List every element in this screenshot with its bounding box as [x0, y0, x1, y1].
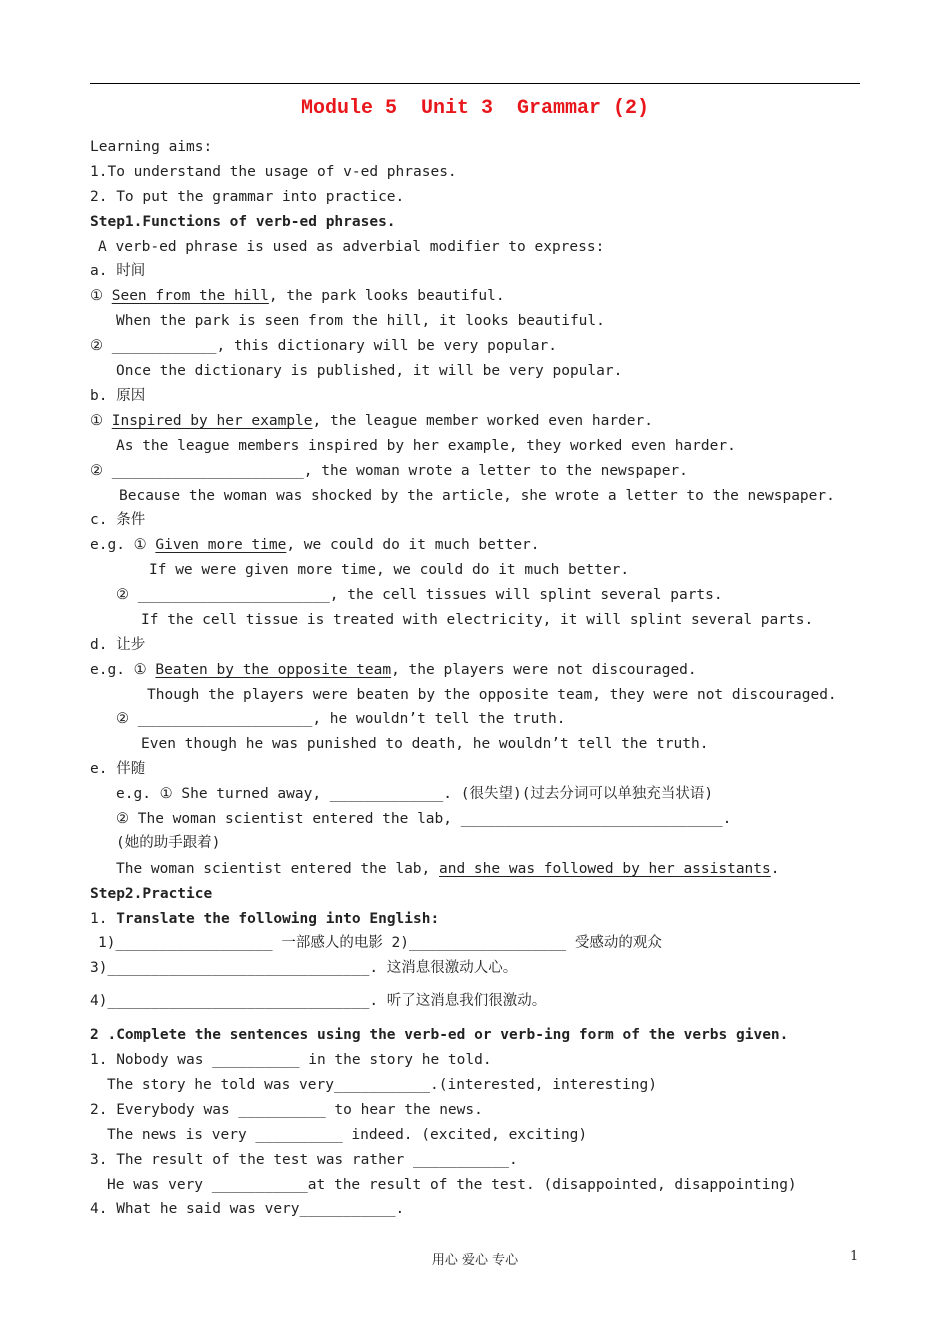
text-segment: Even though he was punished to death, he wouldn’t tell the truth.: [141, 736, 709, 752]
text-segment: ② ______________________, the woman wrote a letter to the newspaper.: [90, 463, 688, 479]
text-line: [147, 686, 837, 704]
text-segment: If the cell tissue is treated with electricity, it will splint several parts.: [141, 612, 814, 628]
text-segment: ①: [90, 413, 112, 429]
text-line: [90, 387, 145, 405]
text-line: [119, 487, 835, 505]
header-rule: [90, 83, 860, 84]
text-segment: Step2.Practice: [90, 886, 213, 902]
text-segment: a. 时间: [90, 263, 146, 279]
text-line: [90, 1200, 404, 1218]
text-line: [90, 287, 505, 305]
text-line: [116, 810, 731, 828]
text-segment: (她的助手跟着): [116, 835, 221, 851]
text-segment: 4. What he said was very___________.: [90, 1201, 405, 1217]
text-line: [90, 213, 396, 231]
text-line: [90, 760, 145, 778]
text-segment: , the league member worked even harder.: [312, 413, 653, 429]
text-segment: When the park is seen from the hill, it looks beautiful.: [116, 313, 605, 329]
text-line: [90, 661, 697, 679]
text-line: [90, 1051, 492, 1069]
text-line: [90, 992, 546, 1010]
text-segment: d. 让步: [90, 637, 146, 653]
text-line: [90, 138, 212, 156]
text-line: [116, 710, 566, 728]
text-segment: , the park looks beautiful.: [268, 288, 505, 304]
underlined-answer: Inspired by her example: [111, 413, 313, 429]
bold-instruction: Translate the following into English:: [116, 911, 440, 927]
text-line: [90, 885, 212, 903]
text-segment: A verb-ed phrase is used as adverbial modifier to express:: [98, 239, 605, 255]
text-segment: 2. To put the grammar into practice.: [90, 189, 405, 205]
text-line: [116, 834, 220, 852]
text-segment: 2 .Complete the sentences using the verb-ed or verb-ing form of the verbs given.: [90, 1027, 789, 1043]
text-line: [90, 462, 688, 480]
text-segment: e.g. ①: [90, 537, 156, 553]
text-segment: The story he told was very___________.(interested, interesting): [107, 1077, 657, 1093]
text-segment: Learning aims:: [90, 139, 213, 155]
text-line: [90, 1101, 483, 1119]
text-line: [90, 337, 557, 355]
text-line: [90, 163, 457, 181]
text-line: [116, 586, 723, 604]
text-segment: Once the dictionary is published, it will be very popular.: [116, 363, 623, 379]
text-line: [141, 735, 708, 753]
page-title: Module 5 Unit 3 Grammar (2): [300, 97, 650, 120]
text-segment: ② The woman scientist entered the lab, ______________________________.: [116, 811, 732, 827]
footer-text: 用心 爱心 专心: [431, 1253, 519, 1268]
text-line: [90, 262, 145, 280]
text-line: [90, 511, 145, 529]
text-segment: c. 条件: [90, 512, 146, 528]
text-line: [98, 934, 662, 952]
text-line: [90, 412, 653, 430]
text-segment: The woman scientist entered the lab,: [116, 861, 440, 877]
text-segment: ①: [90, 288, 112, 304]
page-number: 1: [850, 1249, 859, 1264]
text-segment: Though the players were beaten by the opposite team, they were not discouraged.: [147, 687, 837, 703]
text-segment: 3)______________________________. 这消息很激动人心。: [90, 960, 518, 976]
text-segment: As the league members inspired by her example, they worked even harder.: [116, 438, 736, 454]
text-segment: , the players were not discouraged.: [391, 662, 697, 678]
text-line: [141, 611, 813, 629]
text-segment: 2. Everybody was __________ to hear the news.: [90, 1102, 483, 1118]
text-segment: b. 原因: [90, 388, 146, 404]
text-line: [107, 1176, 797, 1194]
underlined-answer: Given more time: [155, 537, 287, 553]
text-segment: ② ____________, this dictionary will be very popular.: [90, 338, 557, 354]
text-segment: 1. Nobody was __________ in the story he told.: [90, 1052, 492, 1068]
text-line: [107, 1126, 587, 1144]
text-segment: Step1.Functions of verb-ed phrases.: [90, 214, 396, 230]
text-segment: 1)__________________ 一部感人的电影 2)__________________ 受感动的观众: [98, 935, 662, 951]
text-segment: 1.: [90, 911, 117, 927]
text-segment: He was very ___________at the result of the test. (disappointed, disappointing): [107, 1177, 797, 1193]
underlined-answer: Seen from the hill: [111, 288, 269, 304]
text-line: [107, 1076, 657, 1094]
text-segment: e.g. ①: [90, 662, 156, 678]
underlined-answer: and she was followed by her assistants: [439, 861, 771, 877]
text-segment: 4)______________________________. 听了这消息我们很激动。: [90, 993, 547, 1009]
text-segment: e. 伴随: [90, 761, 146, 777]
text-segment: ② ____________________, he wouldn’t tell the truth.: [116, 711, 566, 727]
text-line: [116, 785, 713, 803]
text-line: [90, 910, 439, 928]
text-line: [116, 860, 779, 878]
underlined-answer: Beaten by the opposite team: [155, 662, 392, 678]
text-line: [116, 437, 736, 455]
text-segment: Because the woman was shocked by the article, she wrote a letter to the newspaper.: [119, 488, 835, 504]
text-segment: 3. The result of the test was rather ___________.: [90, 1152, 518, 1168]
text-line: [90, 1151, 518, 1169]
text-line: [90, 536, 540, 554]
text-line: [116, 312, 605, 330]
text-segment: e.g. ① She turned away, _____________. (很失望)(过去分词可以单独充当状语): [116, 786, 714, 802]
text-segment: .: [770, 861, 780, 877]
text-line: [149, 561, 629, 579]
text-line: [98, 238, 604, 256]
text-line: [90, 1026, 788, 1044]
text-segment: 1.To understand the usage of v-ed phrases.: [90, 164, 457, 180]
text-line: [90, 959, 517, 977]
text-line: [90, 636, 145, 654]
text-segment: The news is very __________ indeed. (excited, exciting): [107, 1127, 588, 1143]
text-segment: If we were given more time, we could do it much better.: [149, 562, 630, 578]
text-line: [90, 188, 404, 206]
text-line: [116, 362, 622, 380]
text-segment: ② ______________________, the cell tissues will splint several parts.: [116, 587, 723, 603]
text-segment: , we could do it much better.: [286, 537, 540, 553]
